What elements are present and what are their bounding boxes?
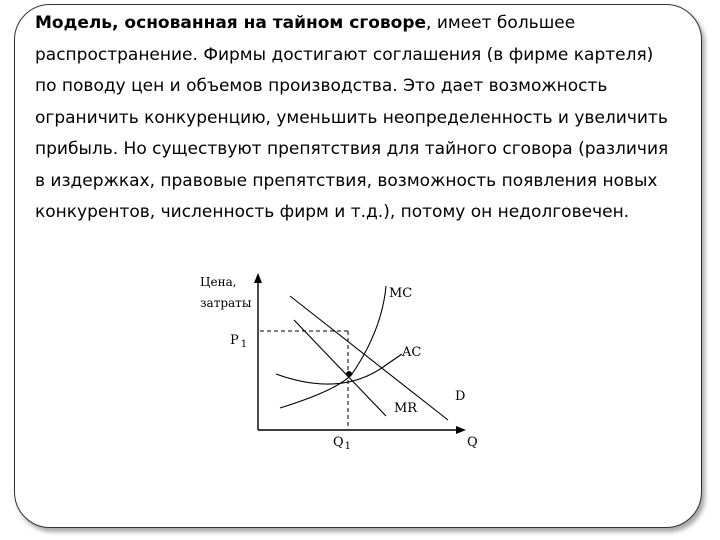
mc-label: MC	[389, 286, 413, 301]
q1-label: $Q_1$	[333, 435, 352, 452]
cartel-chart	[190, 270, 490, 460]
demand-curve	[290, 296, 448, 420]
p1-label: P $_1$	[230, 333, 248, 350]
equilibrium-point	[346, 371, 352, 377]
d-label: D	[455, 389, 466, 404]
y-axis-label-line1: Цена,	[200, 275, 237, 289]
x-axis-arrow	[456, 426, 466, 434]
body-text: , имеет большее распространение. Фирмы достигают соглашения (в фирме картеля) по поводу цен и объемов производства. Это дает возможность ограничить конкуренцию, уменьшить неопределенность и увеличить прибыль. Но существуют препятствия для тайного сговора (различия в издержках, правовые препятствия, возможность появления новых конкурентов, численность фирм и т.д.), потому он недолговечен.	[35, 13, 669, 222]
marginal-cost-curve	[280, 286, 386, 408]
x-axis-label: Q	[467, 435, 478, 450]
y-axis-arrow	[254, 273, 262, 283]
mr-label: MR	[394, 401, 418, 416]
y-axis-label-line2: затраты	[200, 296, 252, 310]
marginal-revenue-curve	[294, 320, 386, 416]
bold-lead: Модель, основанная на тайном сговоре	[35, 13, 427, 33]
ac-label: AC	[402, 345, 422, 360]
main-paragraph	[35, 8, 675, 229]
